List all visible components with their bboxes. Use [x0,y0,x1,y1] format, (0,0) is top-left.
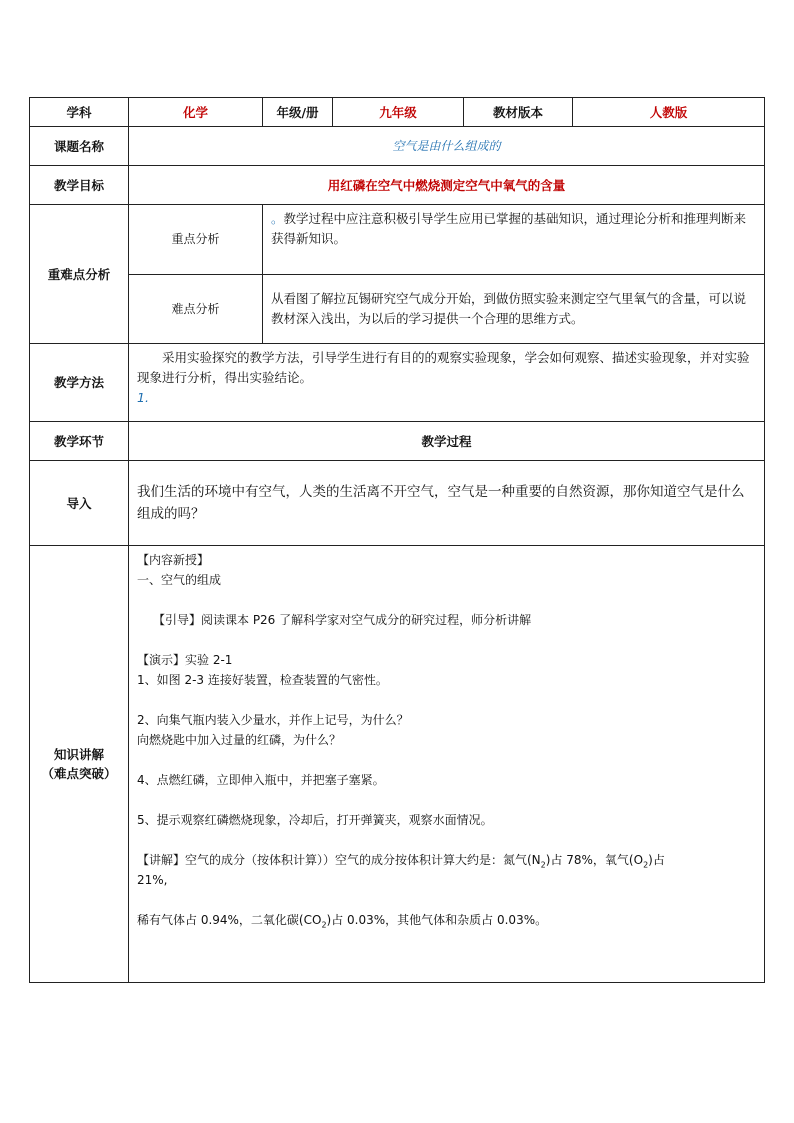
subject-label: 学科 [30,98,129,127]
step-4: 4、点燃红磷，立即伸入瓶中，并把塞子塞紧。 [137,773,385,787]
hard-point-row [30,275,765,344]
knowledge-content [129,546,765,983]
explain-line [137,850,756,870]
explain-sub-1: 2 [540,860,546,870]
key-point-text [263,205,765,275]
info-row [30,98,765,127]
demo-line: 【演示】实验 2-1 [137,653,233,667]
intro-row [30,461,765,546]
process-header: 教学过程 [129,422,765,461]
method-body: 采用实验探究的教学方法，引导学生进行有目的的观察实验现象，学会如何观察、描述实验现象，并对实验现象进行分析，得出实验结论。 [137,350,750,385]
hard-point-label: 难点分析 [129,275,263,344]
method-label: 教学方法 [30,344,129,422]
method-mark: 1. [137,390,149,405]
explain-part-c: )占 [648,853,665,867]
knowledge-label-line2: （难点突破） [41,766,117,781]
method-row [30,344,765,422]
title-row [30,127,765,166]
key-point-row [30,205,765,275]
composition-part-b: )占 0.03%，其他气体和杂质占 0.03%。 [326,913,548,927]
grade-label: 年级/册 [263,98,333,127]
step-2b: 向燃烧匙中加入过量的红磷，为什么？ [137,733,342,747]
composition-part-a: 稀有气体占 0.94%，二氧化碳(CO [137,913,322,927]
lesson-plan-page [29,97,764,983]
topic-value: 空气是由什么组成的 [129,127,765,166]
knowledge-label [30,546,129,983]
step-5: 5、提示观察红磷燃烧现象，冷却后，打开弹簧夹，观察水面情况。 [137,813,493,827]
explain-part-a: 【讲解】空气的成分（按体积计算））空气的成分按体积计算大约是：氮气(N [137,853,541,867]
step-1: 1、如图 2-3 连接好装置，检查装置的气密性。 [137,673,388,687]
step-2: 2、向集气瓶内装入少量水，并作上记号，为什么？ [137,713,409,727]
explain-part-b: )占 78%，氧气(O [545,853,644,867]
hard-point-text: 从看图了解拉瓦锡研究空气成分开始，到做仿照实验来测定空气里氧气的含量，可以说教材深入浅出，为以后的学习提供一个合理的思维方式。 [263,275,765,344]
intro-label: 导入 [30,461,129,546]
edition-label: 教材版本 [464,98,573,127]
content-heading: 【内容新授】 [137,553,210,567]
key-point-label: 重点分析 [129,205,263,275]
explain-line-2: 21%, [137,873,168,887]
grade-value: 九年级 [333,98,464,127]
composition-sub: 2 [321,920,327,930]
objective-label: 教学目标 [30,166,129,205]
method-text [129,344,765,422]
key-point-body: 教学过程中应注意积极引导学生应用已掌握的基础知识，通过理论分析和推理判断来获得新知识。 [271,211,747,246]
stage-header-row [30,422,765,461]
composition-line [137,910,756,930]
key-point-mark: 。 [271,211,284,226]
stage-label: 教学环节 [30,422,129,461]
objective-value: 用红磷在空气中燃烧测定空气中氧气的含量 [129,166,765,205]
knowledge-row [30,546,765,983]
knowledge-label-line1: 知识讲解 [53,747,104,762]
lesson-plan-table [29,97,765,983]
guide-line: 【引导】阅读课本 P26 了解科学家对空气成分的研究过程，师分析讲解 [153,613,532,627]
intro-text: 我们生活的环境中有空气，人类的生活离不开空气，空气是一种重要的自然资源，那你知道空气是什么组成的吗？ [129,461,765,546]
explain-sub-2: 2 [643,860,649,870]
objective-row [30,166,765,205]
edition-value: 人教版 [573,98,765,127]
subject-value: 化学 [129,98,263,127]
topic-label: 课题名称 [30,127,129,166]
section-title: 一、空气的组成 [137,573,222,587]
difficulty-analysis-label: 重难点分析 [30,205,129,344]
